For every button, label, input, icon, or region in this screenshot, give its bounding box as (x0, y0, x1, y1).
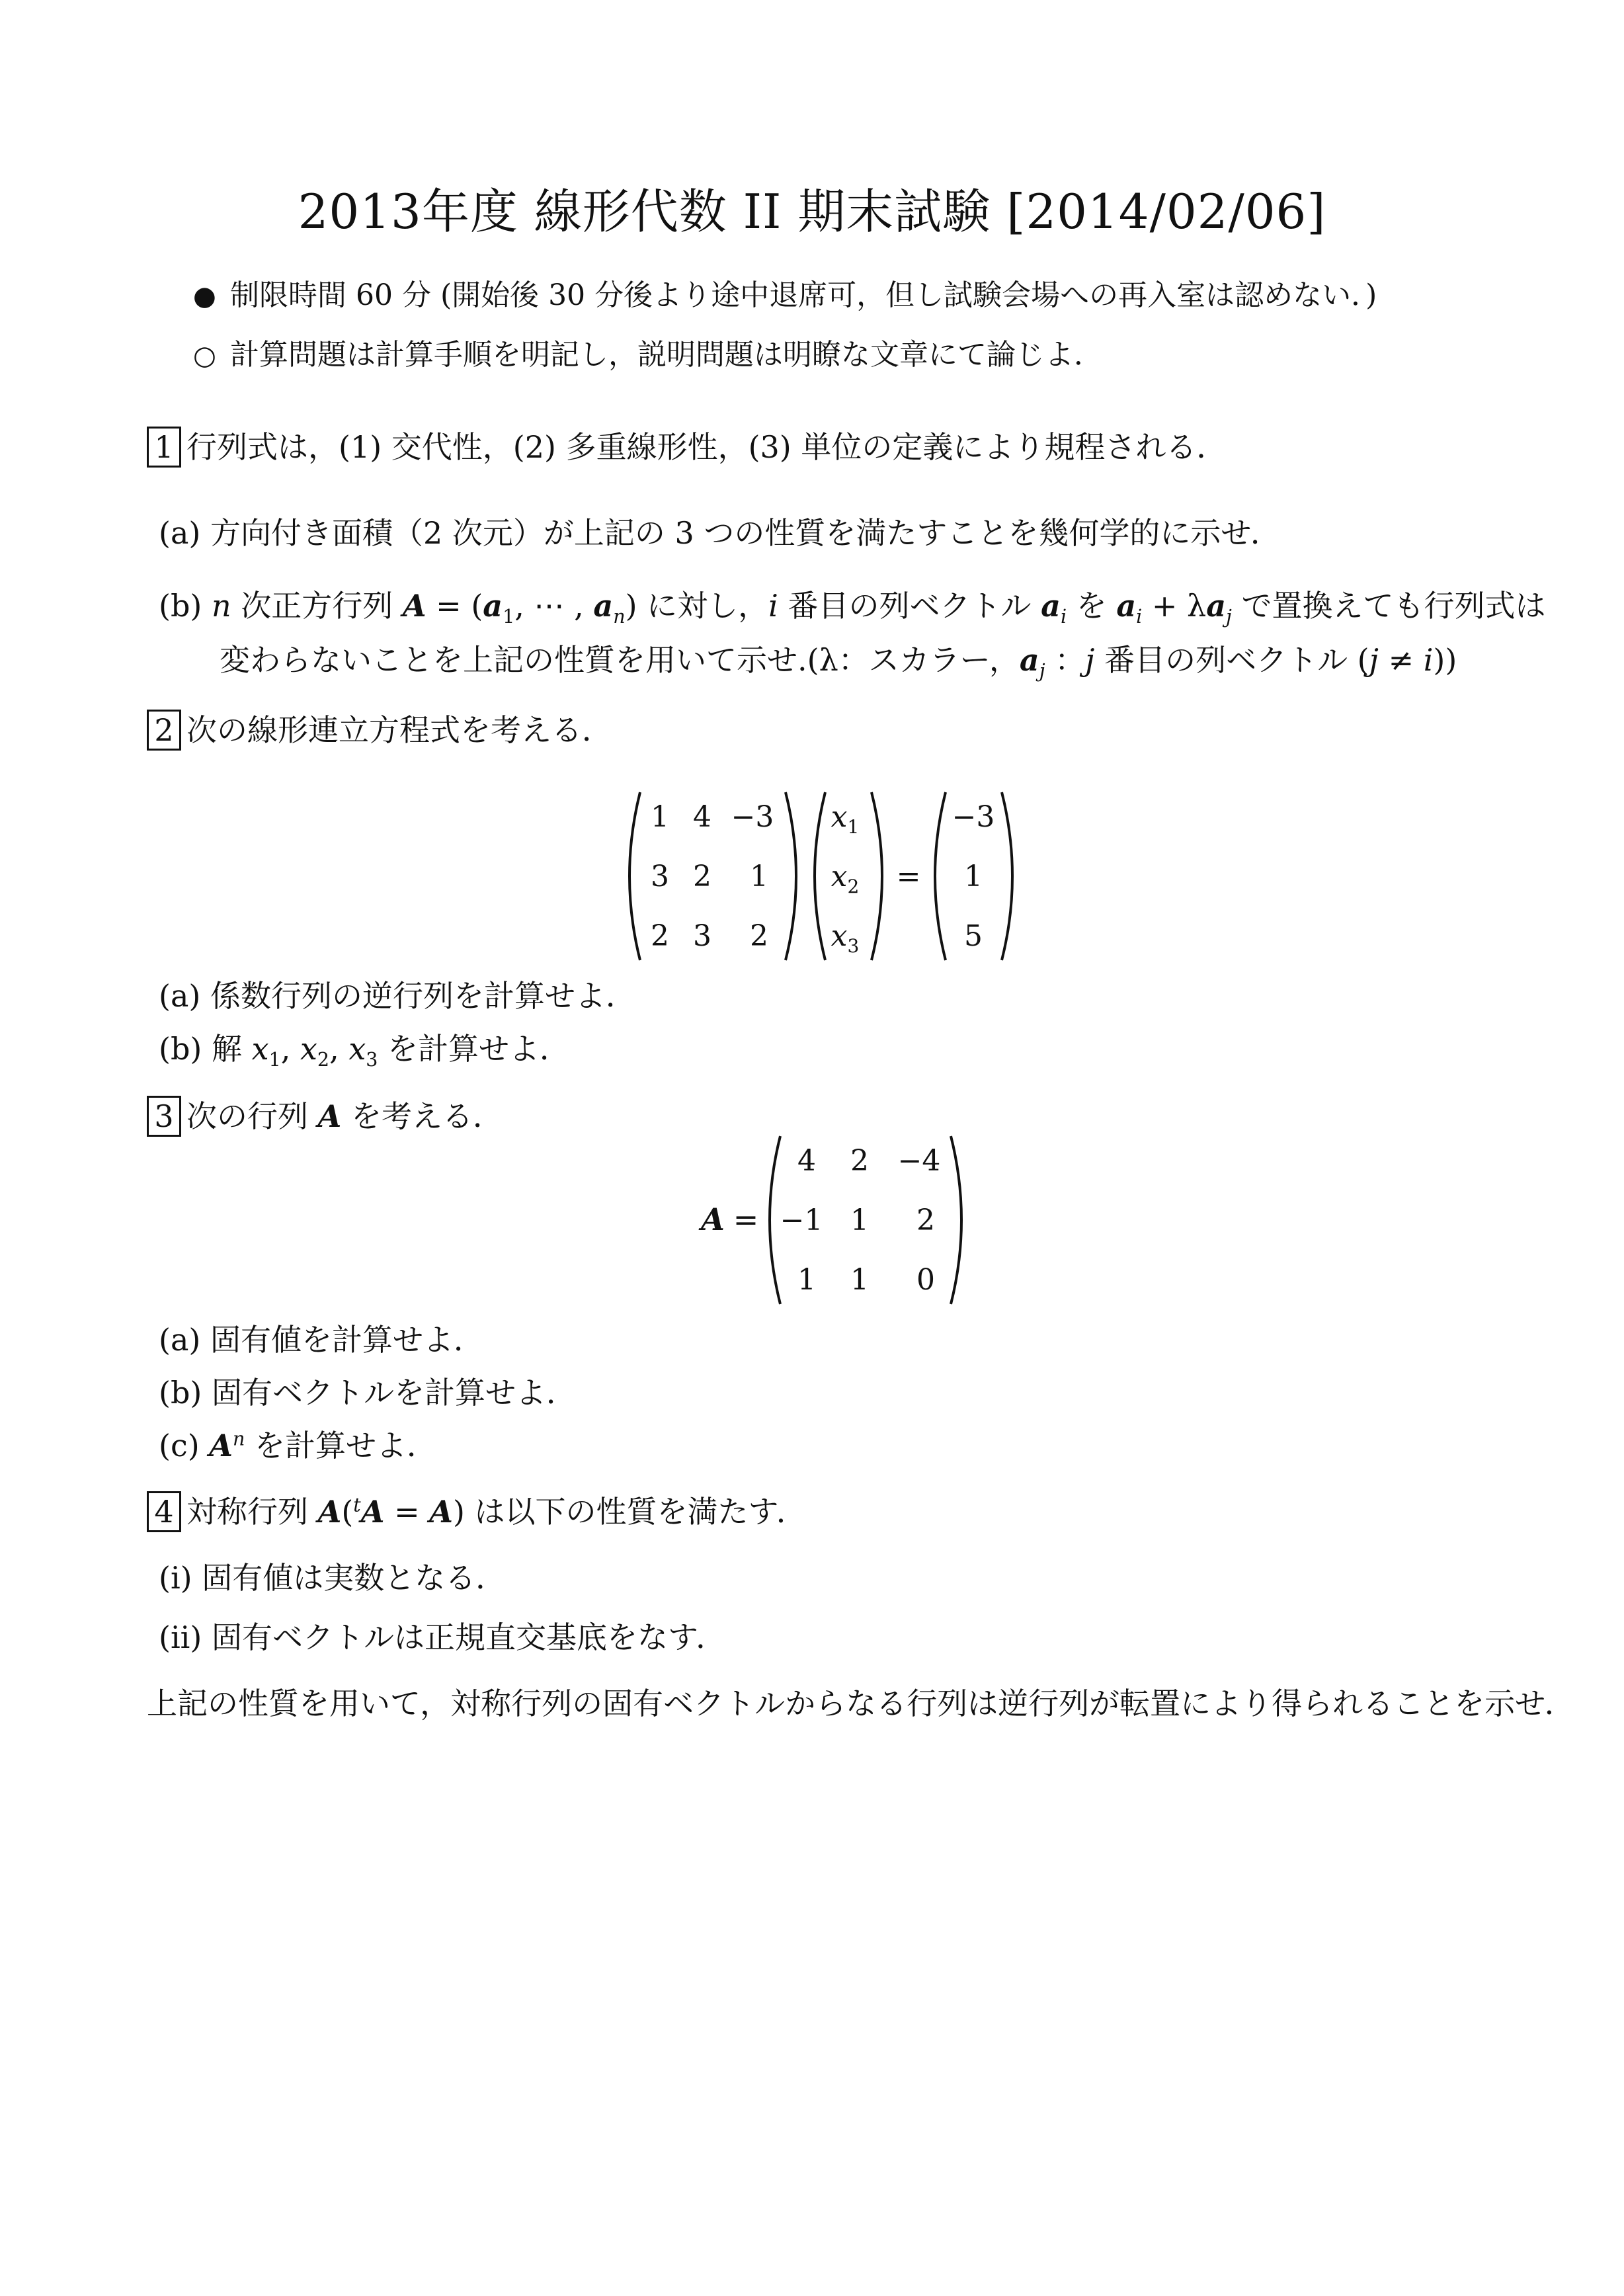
matrix-A-cell: 0 (916, 1263, 935, 1297)
question-number-box: 1 (147, 427, 181, 468)
matrix-A-cell: 1 (797, 1263, 816, 1297)
question-1b-line1: (b) n 次正方行列 $A = (a_1$, ⋯ , $a_n$) に対し，i 番目の列ベクトル $a_i$ を $a_i + \lambda a_j$ で置換えても行列式は (159, 588, 1546, 628)
coef-matrix-cell: 4 (693, 800, 711, 834)
question-1b-line2: 変わらないことを上記の性質を用いて示せ.(λ：スカラー，$a_j$ ：j 番目の列ベクトル (j ≠ i)) (220, 642, 1457, 682)
matrix-A-definition (688, 1131, 965, 1309)
question-number-box: 4 (147, 1491, 181, 1532)
bullet-hollow-icon: ○ (193, 341, 216, 371)
question-3-heading: 3 次の行列 A を考える． (147, 1092, 503, 1139)
question-4-conclusion: 上記の性質を用いて，対称行列の固有ベクトルからなる行列は逆行列が転置により得られることを示せ． (147, 1686, 1575, 1721)
matrix-A-cell: 4 (797, 1144, 816, 1178)
matrix-A-cell: 2 (850, 1144, 869, 1178)
coef-matrix-cell: 2 (750, 919, 768, 953)
rhs-vector-cell: 1 (964, 860, 983, 893)
unknown-vector-cell: $x_2$ (831, 860, 860, 897)
equals-sign: = (733, 1202, 759, 1237)
question-3a: (a) 固有値を計算せよ． (159, 1322, 484, 1358)
question-2a: (a) 係数行列の逆行列を計算せよ． (159, 978, 636, 1014)
equals-sign: = (896, 860, 921, 893)
linear-system-equation (622, 787, 1045, 965)
rhs-vector-cell: −3 (952, 800, 995, 834)
coef-matrix-cell: 2 (693, 860, 711, 893)
coef-matrix-cell: 2 (651, 919, 669, 953)
rhs-vector-cell: 5 (964, 919, 983, 953)
coef-matrix-cell: 1 (651, 800, 669, 834)
question-number-box: 3 (147, 1096, 181, 1137)
note-instructions: ○ 計算問題は計算手順を明記し，説明問題は明瞭な文章にて論じよ． (193, 338, 1103, 372)
note-time-limit: ● 制限時間 60 分 (開始後 30 分後より途中退席可，但し試験会場への再入室は認めない．) (193, 278, 1377, 312)
coef-matrix-cell: 3 (693, 919, 711, 953)
unknown-vector-cell: $x_1$ (831, 800, 860, 838)
question-4-heading: 4 対称行列 A($^t$A = A) は以下の性質を満たす． (147, 1488, 807, 1535)
question-number-box: 2 (147, 710, 181, 751)
coef-matrix-cell: 1 (750, 860, 768, 893)
question-2b: (b) 解 $x_1$, $x_2$, $x_3$ を計算せよ． (159, 1031, 571, 1071)
page-title: 2013年度 線形代数 II 期末試験 [2014/02/06] (298, 184, 1326, 239)
unknown-vector-cell: $x_3$ (831, 919, 860, 957)
question-4-property-i: (i) 固有値は実数となる． (159, 1560, 507, 1596)
question-1-heading: 1 行列式は，(1) 交代性，(2) 多重線形性，(3) 単位の定義により規程される． (147, 423, 1227, 470)
question-4-property-ii: (ii) 固有ベクトルは正規直交基底をなす． (159, 1620, 727, 1655)
coef-matrix-cell: 3 (651, 860, 669, 893)
bullet-filled-icon: ● (193, 281, 216, 311)
question-3b: (b) 固有ベクトルを計算せよ． (159, 1375, 577, 1411)
matrix-A-cell: 1 (850, 1204, 869, 1237)
question-3c: (c) $A^n$ を計算せよ． (159, 1428, 437, 1463)
question-2-heading: 2 次の線形連立方程式を考える． (147, 706, 612, 753)
coef-matrix-cell: −3 (731, 800, 774, 834)
matrix-A-cell: −4 (897, 1144, 941, 1178)
matrix-A-cell: −1 (780, 1204, 823, 1237)
matrix-A-cell: 1 (850, 1263, 869, 1297)
question-1a: (a) 方向付き面積（2 次元）が上記の 3 つの性質を満たすことを幾何学的に示せ． (159, 515, 1281, 551)
matrix-A-symbol: A (701, 1202, 725, 1237)
matrix-A-cell: 2 (916, 1204, 935, 1237)
